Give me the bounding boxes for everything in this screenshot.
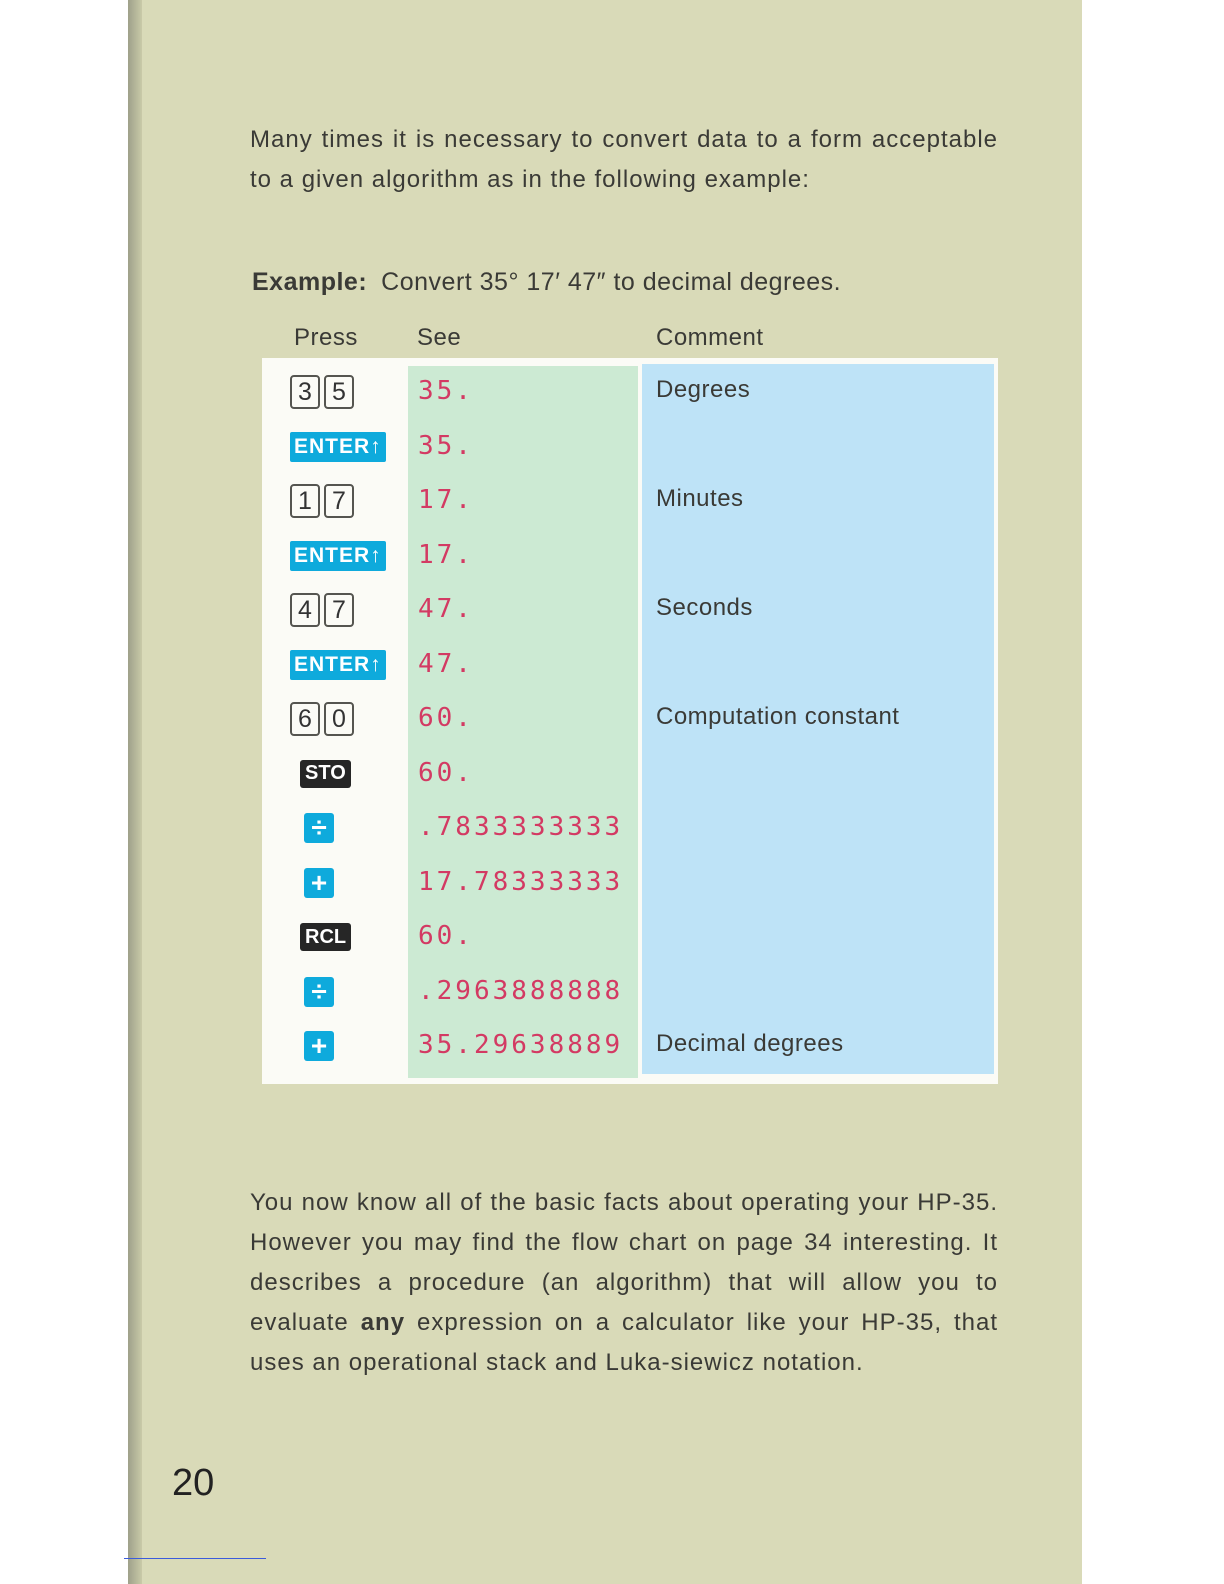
- table-row: [0, 639, 1224, 693]
- plus-key: +: [304, 868, 334, 898]
- enter-key: ENTER↑: [290, 650, 386, 680]
- comment-text: Computation constant: [656, 703, 900, 730]
- divide-key: ÷: [304, 977, 334, 1007]
- rcl-key: RCL: [300, 923, 351, 951]
- press-cell: [290, 590, 354, 630]
- table-row: [0, 802, 1224, 856]
- display-value: 60.: [418, 921, 474, 951]
- press-cell: [290, 645, 386, 685]
- comment-text: Minutes: [656, 485, 744, 512]
- sto-key: STO: [300, 760, 351, 788]
- closing-bold-word: any: [360, 1309, 406, 1336]
- press-header: Press: [294, 324, 358, 351]
- comment-text: Degrees: [656, 376, 751, 403]
- press-cell: [290, 808, 334, 848]
- comment-text: Seconds: [656, 594, 753, 621]
- press-cell: [290, 917, 351, 957]
- display-value: 17.78333333: [418, 866, 624, 897]
- table-row: [0, 966, 1224, 1020]
- see-header: See: [417, 324, 462, 351]
- closing-paragraph: [250, 1183, 998, 1383]
- display-value: 35.29638889: [418, 1030, 624, 1060]
- display-value: 47.: [418, 648, 474, 679]
- intro-paragraph: Many times it is necessary to convert data to a form acceptable to a given algorithm as in the following example:: [250, 126, 998, 193]
- display-value: 60.: [418, 703, 474, 733]
- table-row: [0, 1020, 1224, 1074]
- table-row: [0, 530, 1224, 584]
- digit-key: 1: [290, 484, 320, 518]
- table-row: [0, 857, 1224, 911]
- table-row: [0, 366, 1224, 420]
- digit-key: 6: [290, 702, 320, 736]
- display-value: 17.: [418, 539, 474, 570]
- table-row: [0, 748, 1224, 802]
- display-value: 60.: [418, 757, 474, 788]
- table-row: [0, 584, 1224, 638]
- press-cell: [290, 754, 351, 794]
- display-value: 17.: [418, 485, 474, 515]
- closing-text-1: You now know all of the basic facts about operating your HP-35. However you may find the flow chart on page 34 interesting. It describes a procedure (an algorithm) that will allow you to evaluate: [250, 1189, 998, 1336]
- press-cell: [290, 863, 334, 903]
- press-cell: [290, 972, 334, 1012]
- closing-text-2: expression on a calculator like your HP-35, that uses an operational stack and Luka-siewicz notation.: [250, 1309, 998, 1376]
- press-cell: [290, 1026, 334, 1066]
- page-number: 20: [172, 1462, 215, 1504]
- comment-text: Decimal degrees: [656, 1030, 844, 1057]
- table-row: [0, 693, 1224, 747]
- display-value: .7833333333: [418, 812, 624, 842]
- edge-line: [124, 1558, 266, 1559]
- digit-key: 4: [290, 593, 320, 627]
- digit-key: 7: [324, 484, 354, 518]
- example-text: Convert 35° 17′ 47″ to decimal degrees.: [381, 268, 842, 296]
- digit-key: 7: [324, 593, 354, 627]
- press-cell: [290, 372, 354, 412]
- digit-key: 3: [290, 375, 320, 409]
- press-cell: [290, 427, 386, 467]
- divide-key: ÷: [304, 813, 334, 843]
- press-cell: [290, 536, 386, 576]
- display-value: 35.: [418, 430, 474, 461]
- table-row: [0, 475, 1224, 529]
- digit-key: 5: [324, 375, 354, 409]
- comment-header: Comment: [656, 324, 764, 351]
- enter-key: ENTER↑: [290, 541, 386, 571]
- enter-key: ENTER↑: [290, 432, 386, 462]
- press-cell: [290, 481, 354, 521]
- plus-key: +: [304, 1031, 334, 1061]
- digit-key: 0: [324, 702, 354, 736]
- display-value: 35.: [418, 376, 474, 406]
- table-row: [0, 421, 1224, 475]
- example-label: Example:: [252, 268, 368, 296]
- display-value: 47.: [418, 594, 474, 624]
- table-row: [0, 911, 1224, 965]
- example-line: [252, 268, 841, 297]
- press-cell: [290, 699, 354, 739]
- display-value: .2963888888: [418, 975, 624, 1006]
